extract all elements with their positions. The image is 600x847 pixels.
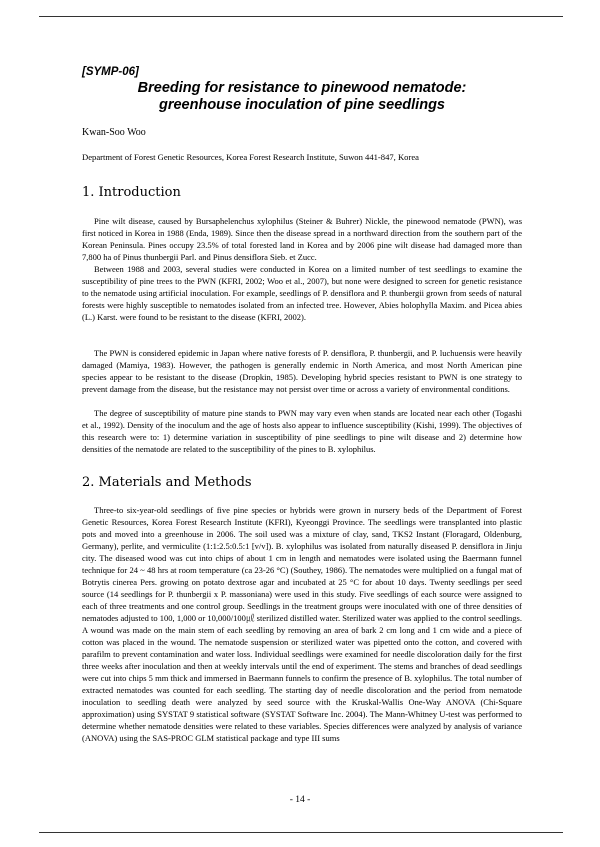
top-rule xyxy=(39,16,563,17)
section-heading-introduction: 1. Introduction xyxy=(82,185,181,200)
bottom-rule xyxy=(39,832,563,833)
symposium-tag: [SYMP-06] xyxy=(82,66,139,78)
intro-paragraph-1: Pine wilt disease, caused by Bursaphelenchus xylophilus (Steiner & Buhrer) Nickle, the pinewood nematode (PWN), was first noticed in Korea in 1988 (Enda, 1989). Since then the disease spread in a northward direction from the southern part of the Korean Peninsula. Pines occupy 23.5% of total forested land in Korea and by 2006 pine wilt disease had damaged more than 7,800 ha of Pinus thunbergii Parl. and Pinus densiflora Sieb. et Zucc. xyxy=(82,216,522,262)
intro-paragraph-4: The degree of susceptibility of mature pine stands to PWN may vary even when stands are located near each other (Togashi et al., 1992). Density of the inoculum and the age of hosts also appear to influence susceptibility (Kishi, 1999). The objectives of this research were to: 1) determine variation in susceptibility of pine seedlings to pine wilt disease and 2) determine how densities of the nematode are related to the susceptibility of the pines to B. xylophilus. xyxy=(82,408,522,454)
paper-title-line-2: greenhouse inoculation of pine seedlings xyxy=(158,97,445,113)
intro-paragraph-3: The PWN is considered epidemic in Japan where native forests of P. densiflora, P. thunbergii, and P. luchuensis were heavily damaged (Mamiya, 1983). However, the pathogen is generally endemic in North America, and most North American pine species appear to be resistant to the disease (Dropkin, 1985). Developing hybrid species resistant to PWN is one strategy to prevent damage from the disease, but the resistance may not persist over time or across a variety of environmental conditions. xyxy=(82,348,522,394)
intro-paragraph-2: Between 1988 and 2003, several studies were conducted in Korea on a limited number of test seedlings to examine the susceptibility of pine trees to the PWN (KFRI, 2002; Woo et al., 2007), but none were designed to screen for genetic resistance to the nematode using artificial inoculation. For example, seedlings of P. densiflora and P. thunbergii grown from seeds of natural forests were highly susceptible to nematodes isolated from an infected tree. However, Abies holophylla Maxim. and Picea abies (L.) Karst. were found to be resistant to the disease (KFRI, 2002). xyxy=(82,264,522,322)
author-affiliation: Department of Forest Genetic Resources, Korea Forest Research Institute, Suwon 441-847, Korea xyxy=(82,152,419,162)
paper-title-line-1: Breeding for resistance to pinewood nematode: xyxy=(137,80,467,96)
methods-paragraph-1: Three-to six-year-old seedlings of five pine species or hybrids were grown in nursery beds of the Department of Forest Genetic Resources, Korea Forest Research Institute (KFRI), Kyeonggi Province. The seedlings were transplanted into plastic pots and moved into a greenhouse in 2006. The soil used was a mixture of clay, sand, TKS2 Instant (Floragard, Oldenburg, Germany), perlite, and vermiculite (1:1:2.5:0.5:1 [v/v]). B. xylophilus was isolated from naturally diseased P. densiflora in Jinju city. The diseased wood was cut into chips of about 1 cm in length and nematodes were isolated using the Baermann funnel technique for 24 ~ 48 hrs at room temperature (ca 23-26 °C) (Southey, 1986). The nematodes were multiplied on a fungal mat of Botrytis cinerea Pers. growing on potato dextrose agar and incubated at 25 °C for about 10 days. Twenty seedlings per seed source (14 seedlings for P. thunbergii x P. massoniana) were used in this study. Five seedlings of each source were assigned to each of three treatments and one control group. Seedlings in the treatment groups were inoculated with one of three densities of nematodes adjusted to 100, 1,000 or 10,000/100㎕ sterilized distilled water. Sterilized water was applied to the control seedlings. A wound was made on the main stem of each seedling by removing an area of bark 2 cm long and 1 cm wide and a piece of cotton was placed in the wound. The nematode suspension or sterilized water was pipetted onto the cotton, and covered with parafilm to prevent contamination and water loss. Individual seedlings were examined for needle discoloration daily for the first three weeks after inoculation and then at weekly intervals until the end of experiment. The stems and branches of dead seedlings were cut into chips 5 mm thick and immersed in Baermann funnels to confirm the presence of B. xylophilus. The total number of extracted nematodes was counted for each seedling. The starting day of needle discoloration and the period from nematode inoculation to seedling death were analyzed by seed source with the Kruskal-Wallis One-Way ANOVA (Chi-Square approximation) using SYSTAT 9 statistical software (SYSTAT Software Inc. 2004). The Mann-Whitney U-test was performed to determine whether nematode densities were related to these variables. Species differences were analyzed by analysis of variance (ANOVA) using the SAS-PROC GLM statistical package and type III sums xyxy=(82,505,522,743)
author-name: Kwan-Soo Woo xyxy=(82,127,146,138)
section-heading-methods: 2. Materials and Methods xyxy=(82,475,252,490)
page-number: - 14 - xyxy=(289,795,311,805)
